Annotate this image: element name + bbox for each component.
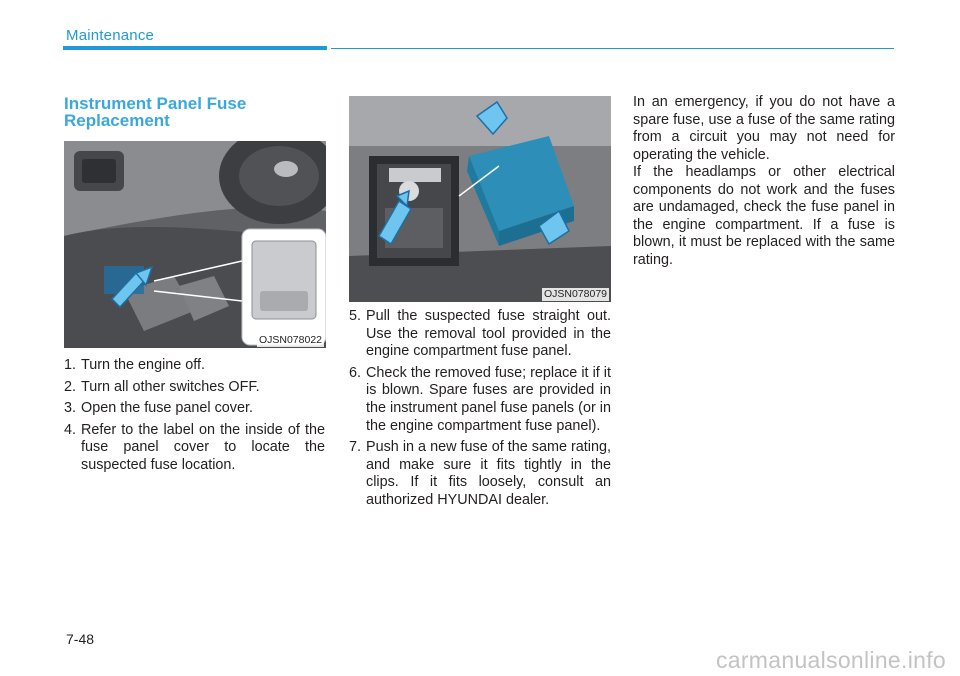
step-text: Push in a new fuse of the same rating, and make sure it fits tightly in the clips. If it fits loosely, consult an authorized HYUNDAI dealer.: [366, 439, 611, 508]
step-text: Turn the engine off.: [81, 357, 206, 373]
step-text: Pull the suspected fuse straight out. Use the removal tool provided in the engine compartment fuse panel.: [366, 308, 611, 360]
page-number: 7-48: [66, 631, 95, 647]
step-number: 2.: [64, 378, 77, 395]
list-item: [64, 422, 325, 475]
step-text: Turn all other switches OFF.: [81, 378, 260, 395]
list-item: [349, 365, 611, 435]
header-rule-thick: [63, 46, 327, 50]
steps-list-middle: [349, 308, 611, 514]
paragraph-headlamps: If the headlamps or other electrical components do not work and the fuses are undamaged, check the fuse panel in the engine compartment. If a fuse is blown, it must be replaced with the same rating.: [633, 164, 895, 268]
list-item: [64, 357, 325, 375]
list-item: [64, 400, 325, 418]
step-text: Check the removed fuse; replace it if it is blown. Spare fuses are provided in the instrument panel fuse panels (or in the engine compartment fuse panel).: [366, 364, 611, 434]
steps-list-left: [64, 357, 325, 479]
figure-instrument-panel: [64, 141, 326, 348]
header-rule-thin: [331, 48, 894, 49]
list-item: [349, 439, 611, 509]
step-number: 5.: [349, 308, 362, 324]
step-number: 7.: [349, 439, 362, 456]
list-item: [349, 308, 611, 361]
watermark: carmanualsonline.info: [715, 647, 946, 673]
step-number: 4.: [64, 421, 77, 438]
step-number: 1.: [64, 357, 77, 373]
step-text: Open the fuse panel cover.: [81, 400, 254, 417]
engine-fuse-box-illustration: [349, 96, 611, 302]
step-number: 3.: [64, 400, 77, 417]
step-number: 6.: [349, 364, 362, 381]
section-heading: Instrument Panel Fuse Replacement: [64, 94, 247, 130]
instrument-panel-illustration: [64, 141, 326, 348]
figure-engine-fuse-box: [349, 96, 611, 302]
step-text: Refer to the label on the inside of the fuse panel cover to locate the suspected fuse location.: [81, 421, 325, 473]
figure-caption: OJSN078022: [258, 334, 322, 346]
paragraph-emergency: In an emergency, if you do not have a spare fuse, use a fuse of the same rating from a circuit you may not need for operating the vehicle.: [633, 94, 895, 163]
list-item: [64, 379, 325, 397]
figure-caption: OJSN078079: [543, 288, 607, 300]
section-label: Maintenance: [66, 27, 155, 44]
